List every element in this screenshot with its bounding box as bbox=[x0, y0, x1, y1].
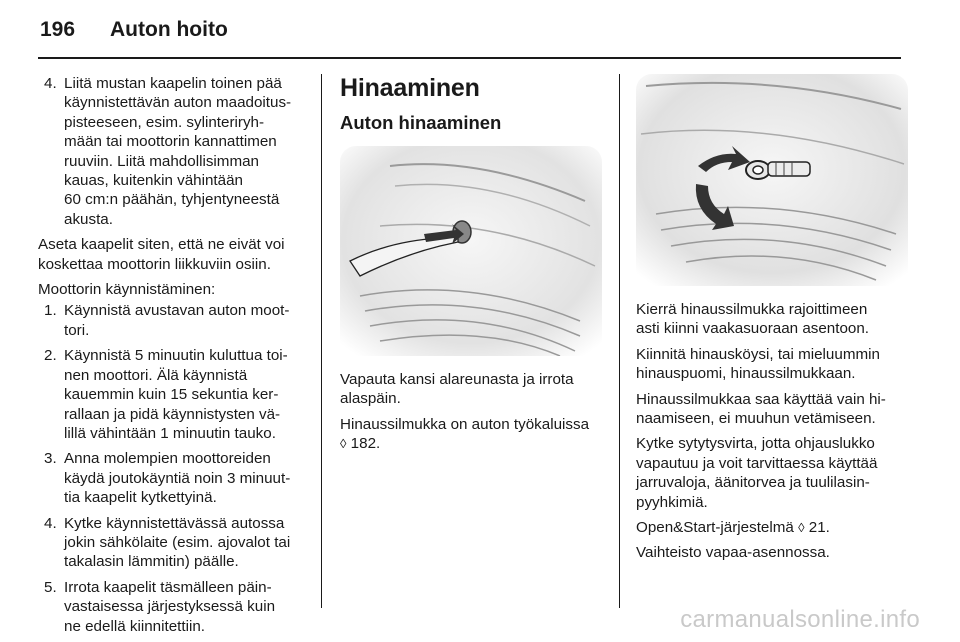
heading-towing: Hinaaminen bbox=[340, 74, 480, 102]
tow-eye-illustration bbox=[636, 74, 908, 286]
text-line: Kiinnitä hinausköysi, tai mieluummin bbox=[636, 345, 880, 363]
text-line: tia kaapelit kytkettyinä. bbox=[64, 489, 217, 507]
paragraph-gearbox-neutral: Vaihteisto vapaa-asennossa. bbox=[636, 544, 830, 562]
text-line: kauemmin kuin 15 sekuntia ker- bbox=[64, 386, 279, 404]
list-item bbox=[38, 514, 308, 572]
text-line: akusta. bbox=[64, 210, 113, 228]
text-line: ne edellä kiinnitettiin. bbox=[64, 617, 205, 635]
column-left bbox=[38, 74, 308, 642]
text-line: nen moottori. Älä käynnistä bbox=[64, 366, 248, 384]
subheading-towing-car: Auton hinaaminen bbox=[340, 112, 502, 133]
text-line: ruuviin. Liitä mahdollisimman bbox=[64, 152, 259, 170]
text-line: tori. bbox=[64, 321, 90, 339]
start-step-list bbox=[38, 301, 308, 636]
text-line: Käynnistä 5 minuutin kuluttua toi- bbox=[64, 347, 288, 365]
page-number: 196 bbox=[40, 18, 76, 41]
page-header bbox=[40, 18, 228, 48]
column-middle bbox=[340, 74, 604, 460]
header-divider bbox=[38, 57, 901, 59]
tow-instructions bbox=[636, 300, 908, 563]
reference-link[interactable]: 182. bbox=[350, 435, 381, 453]
text-line: Kytke käynnistettävässä autossa bbox=[64, 514, 285, 532]
text-line: Kytke sytytysvirta, jotta ohjauslukko bbox=[636, 435, 875, 453]
text-line: mään tai moottorin kannattimen bbox=[64, 133, 277, 151]
text-line: naamiseen, ei muuhun vetämiseen. bbox=[636, 410, 876, 428]
text-line: kauas, kuitenkin vähintään bbox=[64, 172, 243, 190]
watermark: carmanualsonline.info bbox=[680, 606, 920, 633]
paragraph-turn-eye bbox=[636, 300, 908, 339]
text-line: käynnistettävän auton maadoitus- bbox=[64, 94, 292, 112]
text-line: Liitä mustan kaapelin toinen pää bbox=[64, 75, 282, 92]
text-line: Irrota kaapelit täsmälleen päin- bbox=[64, 578, 272, 596]
paragraph-start-intro: Moottorin käynnistäminen: bbox=[38, 281, 216, 299]
step-number: 3. bbox=[44, 450, 57, 468]
text-line: Anna molempien moottoreiden bbox=[64, 450, 271, 468]
paragraph-cables bbox=[38, 235, 308, 274]
list-item bbox=[38, 301, 308, 340]
text-line: vastaisessa järjestyksessä kuin bbox=[64, 598, 276, 616]
step-number: 4. bbox=[44, 75, 57, 92]
text-line: alaspäin. bbox=[340, 390, 401, 408]
step-list-continued bbox=[38, 74, 308, 229]
text-line: Hinaussilmukka on auton työkaluissa bbox=[340, 415, 590, 433]
paragraph-release-cover bbox=[340, 370, 604, 409]
text-line: Käynnistä avustavan auton moot- bbox=[64, 302, 290, 320]
text-line: lillä vähintään 1 minuutin tauko. bbox=[64, 424, 276, 442]
text-line: Open&Start-järjestelmä bbox=[636, 519, 794, 537]
text-line: 60 cm:n päähän, tyhjentyneestä bbox=[64, 191, 280, 209]
text-line: Aseta kaapelit siten, että ne eivät voi bbox=[38, 236, 285, 254]
paragraph-eye-usage bbox=[636, 390, 908, 429]
text-line: jokin sähkölaite (esim. ajovalot tai bbox=[64, 533, 291, 551]
paragraph-attach-rope bbox=[636, 345, 908, 384]
column-divider-2 bbox=[619, 74, 620, 608]
text-line: asti kiinni vaakasuoraan asentoon. bbox=[636, 320, 870, 338]
text-line: Kierrä hinaussilmukka rajoittimeen bbox=[636, 301, 868, 318]
text-line: koskettaa moottorin liikkuviin osiin. bbox=[38, 255, 271, 273]
column-divider-1 bbox=[321, 74, 322, 608]
step-number: 5. bbox=[44, 578, 57, 596]
towing-cover-illustration bbox=[340, 146, 602, 356]
step-number: 1. bbox=[44, 302, 57, 320]
text-line: Hinaussilmukkaa saa käyttää vain hi- bbox=[636, 390, 886, 408]
reference-icon: ◊ bbox=[340, 436, 347, 452]
reference-link[interactable]: 21. bbox=[808, 519, 830, 537]
text-line: Vapauta kansi alareunasta ja irrota bbox=[340, 371, 574, 388]
column-right bbox=[636, 74, 908, 569]
paragraph-tow-eye-location bbox=[340, 415, 604, 454]
list-item bbox=[38, 578, 308, 636]
paragraph-ignition bbox=[636, 434, 908, 512]
text-line: vapautuu ja voit tarvittaessa käyttää bbox=[636, 454, 878, 472]
text-line: käydä joutokäyntiä noin 3 minuut- bbox=[64, 469, 291, 487]
text-line: hinauspuomi, hinaussilmukkaan. bbox=[636, 365, 856, 383]
text-line: pisteeseen, esim. sylinteriryh- bbox=[64, 113, 265, 131]
text-line: takalasin lämmitin) päälle. bbox=[64, 553, 239, 571]
text-line: rallaan ja pidä käynnistysten vä- bbox=[64, 405, 281, 423]
step-text bbox=[64, 75, 291, 228]
list-item bbox=[38, 74, 308, 229]
step-number: 2. bbox=[44, 347, 57, 365]
reference-icon: ◊ bbox=[798, 520, 805, 536]
paragraph-open-start bbox=[636, 518, 908, 537]
text-line: pyyhkimiä. bbox=[636, 493, 708, 511]
text-line: jarruvaloja, äänitorvea ja tuulilasin- bbox=[636, 474, 870, 492]
step-number: 4. bbox=[44, 514, 57, 532]
tow-eye-icon bbox=[746, 161, 810, 179]
list-item bbox=[38, 346, 308, 443]
list-item bbox=[38, 449, 308, 507]
section-title: Auton hoito bbox=[110, 18, 228, 41]
